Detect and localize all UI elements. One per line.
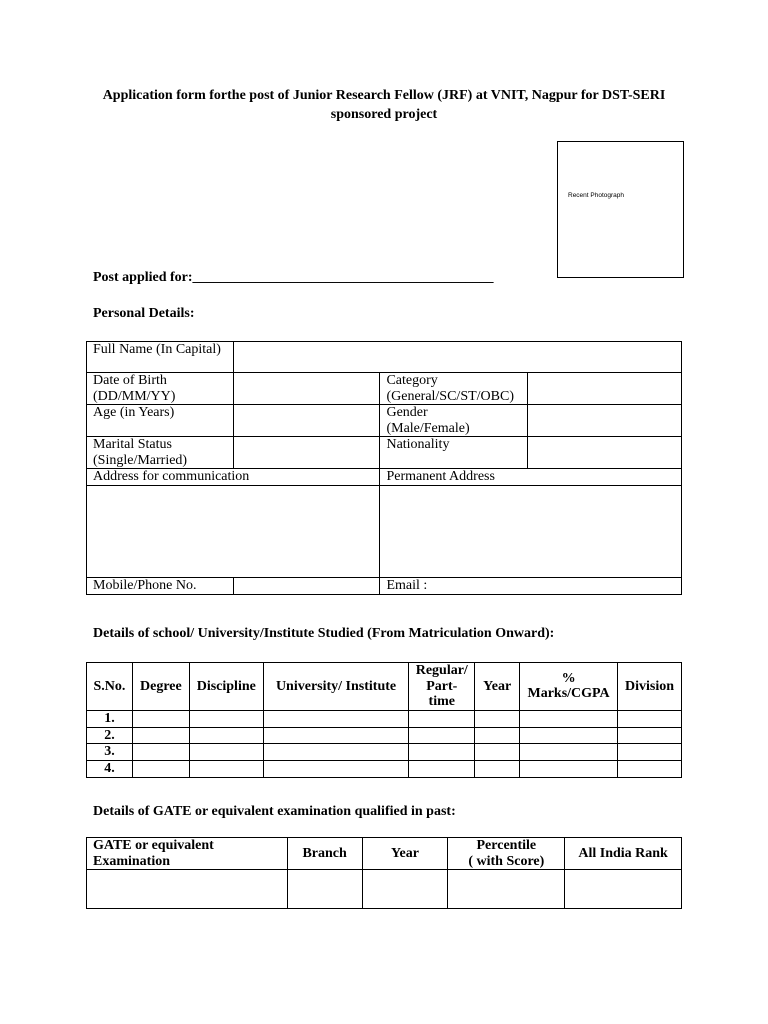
marks-cell[interactable] [520, 743, 618, 760]
row-number: 2. [87, 727, 133, 743]
table-row [87, 743, 682, 760]
university-cell[interactable] [263, 760, 409, 777]
col-percentile: Percentile ( with Score) [448, 838, 565, 870]
form-title-line2: sponsored project [330, 107, 438, 122]
row-number: 1. [87, 710, 133, 727]
year-cell[interactable] [475, 727, 520, 743]
photo-box[interactable] [557, 141, 684, 278]
category-input[interactable] [528, 373, 682, 405]
marks-cell[interactable] [520, 727, 618, 743]
nationality-label: Nationality [380, 437, 528, 469]
post-applied-field[interactable]: Post applied for:___________________________________________ [93, 270, 494, 285]
permanent-address-input[interactable] [380, 486, 682, 578]
year-cell[interactable] [475, 710, 520, 727]
address-label: Address for communication [87, 469, 380, 486]
degree-cell[interactable] [132, 727, 189, 743]
col-division: Division [618, 663, 682, 711]
email-label: Email : [386, 578, 428, 593]
dob-label: Date of Birth (DD/MM/YY) [87, 373, 234, 405]
university-cell[interactable] [263, 710, 409, 727]
col-regular: Regular/ Part- time [409, 663, 475, 711]
personal-details-table [86, 341, 682, 595]
table-row [87, 727, 682, 743]
regular-cell[interactable] [409, 710, 475, 727]
email-field[interactable] [380, 578, 682, 595]
form-title [0, 86, 768, 124]
col-gate-year: Year [362, 838, 448, 870]
address-input[interactable] [87, 486, 380, 578]
col-discipline: Discipline [189, 663, 263, 711]
form-title-line1: Application form forthe post of Junior Research Fellow (JRF) at VNIT, Nagpur for DST-SERI [102, 88, 666, 103]
division-cell[interactable] [618, 727, 682, 743]
col-degree: Degree [132, 663, 189, 711]
gender-input[interactable] [528, 405, 682, 437]
col-branch: Branch [287, 838, 362, 870]
degree-cell[interactable] [132, 710, 189, 727]
discipline-cell[interactable] [189, 710, 263, 727]
regular-cell[interactable] [409, 743, 475, 760]
personal-details-heading: Personal Details: [93, 306, 195, 321]
university-cell[interactable] [263, 743, 409, 760]
age-label: Age (in Years) [87, 405, 234, 437]
col-gate-exam: GATE or equivalent Examination [87, 838, 288, 870]
row-number: 4. [87, 760, 133, 777]
permanent-address-label: Permanent Address [380, 469, 682, 486]
col-sno: S.No. [87, 663, 133, 711]
discipline-cell[interactable] [189, 727, 263, 743]
marital-status-input[interactable] [233, 437, 380, 469]
gender-label: Gender (Male/Female) [380, 405, 528, 437]
full-name-input[interactable] [233, 342, 681, 373]
percentile-input[interactable] [448, 870, 565, 909]
year-cell[interactable] [475, 743, 520, 760]
mobile-label: Mobile/Phone No. [87, 578, 234, 595]
regular-cell[interactable] [409, 760, 475, 777]
year-cell[interactable] [475, 760, 520, 777]
mobile-input[interactable] [233, 578, 380, 595]
age-input[interactable] [233, 405, 380, 437]
degree-cell[interactable] [132, 760, 189, 777]
dob-input[interactable] [233, 373, 380, 405]
col-marks: % Marks/CGPA [520, 663, 618, 711]
photo-label: Recent Photograph [568, 192, 625, 199]
gate-exam-input[interactable] [87, 870, 288, 909]
col-university: University/ Institute [263, 663, 409, 711]
discipline-cell[interactable] [189, 743, 263, 760]
marital-status-label: Marital Status (Single/Married) [87, 437, 234, 469]
col-rank: All India Rank [565, 838, 682, 870]
gate-year-input[interactable] [362, 870, 448, 909]
branch-input[interactable] [287, 870, 362, 909]
marks-cell[interactable] [520, 760, 618, 777]
university-cell[interactable] [263, 727, 409, 743]
row-number: 3. [87, 743, 133, 760]
education-table [86, 662, 682, 778]
gate-heading: Details of GATE or equivalent examination qualified in past: [93, 804, 456, 819]
discipline-cell[interactable] [189, 760, 263, 777]
table-row [87, 710, 682, 727]
full-name-label: Full Name (In Capital) [87, 342, 234, 373]
gate-table [86, 837, 682, 909]
rank-input[interactable] [565, 870, 682, 909]
nationality-input[interactable] [528, 437, 682, 469]
education-heading: Details of school/ University/Institute Studied (From Matriculation Onward): [93, 626, 555, 641]
division-cell[interactable] [618, 743, 682, 760]
col-year: Year [475, 663, 520, 711]
division-cell[interactable] [618, 760, 682, 777]
division-cell[interactable] [618, 710, 682, 727]
table-row [87, 760, 682, 777]
category-label: Category (General/SC/ST/OBC) [380, 373, 528, 405]
table-row [87, 870, 682, 909]
marks-cell[interactable] [520, 710, 618, 727]
regular-cell[interactable] [409, 727, 475, 743]
degree-cell[interactable] [132, 743, 189, 760]
